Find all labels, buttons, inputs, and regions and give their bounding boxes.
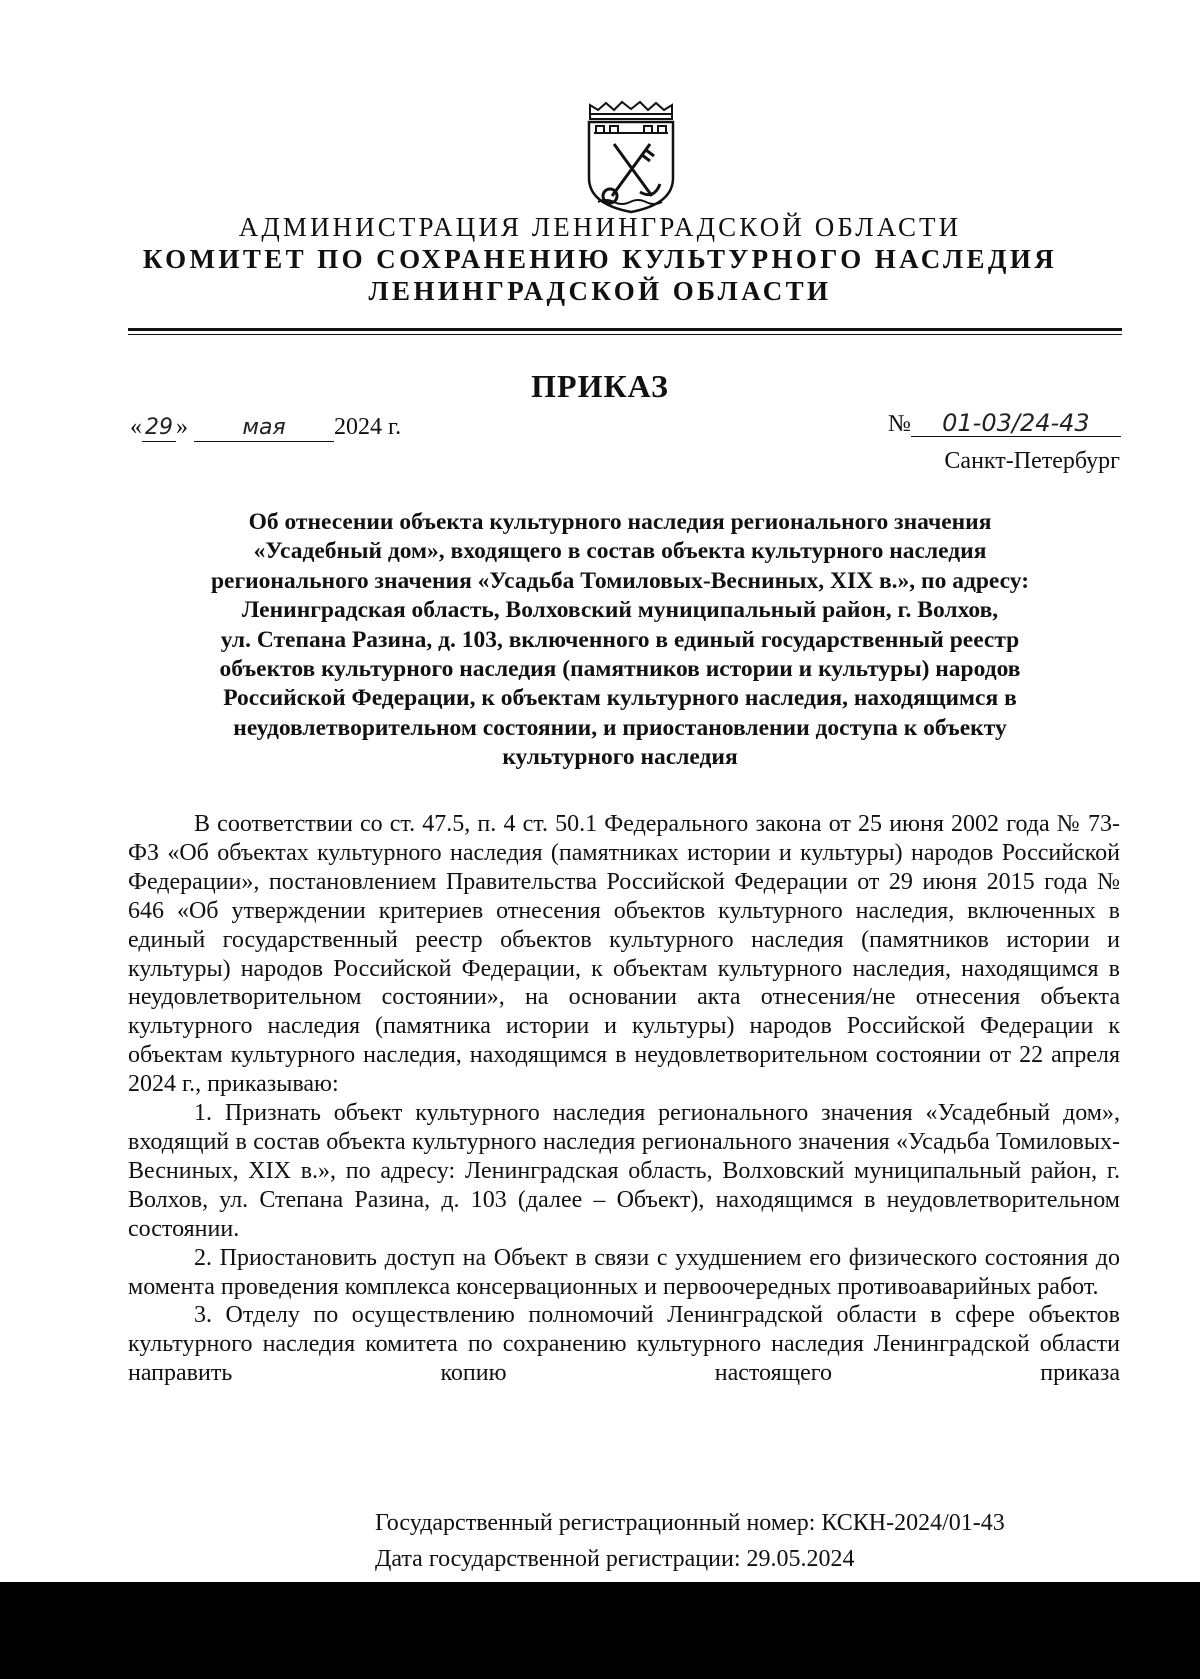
- registration-date: Дата государственной регистрации: 29.05.2024: [375, 1546, 855, 1572]
- subject-line: регионального значения «Усадьба Томиловых-Весниных, XIX в.», по адресу:: [210, 567, 1030, 594]
- header-rule-thick: [128, 328, 1122, 331]
- org-name-line3: ЛЕНИНГРАДСКОЙ ОБЛАСТИ: [368, 276, 832, 306]
- order-item-2: 2. Приостановить доступ на Объект в связи с ухудшением его физического состояния до момента проведения комплекса консервационных и первоочередных противоаварийных работ.: [128, 1244, 1120, 1300]
- body-preamble: В соответствии со ст. 47.5, п. 4 ст. 50.1 Федерального закона от 25 июня 2002 года № 73-ФЗ «Об объектах культурного наследия (памятниках истории и культуры) народов Российской Федерации», постановлением Правительства Российской Федерации от 29 июня 2015 года № 646 «Об утверждении критериев отнесения объектов культурного наследия, включенных в единый государственный реестр объектов культурного наследия (памятников истории и культуры) народов Российской Федерации, к объектам культурного наследия, находящимся в неудовлетворительном состоянии», на основании акта отнесения/не отнесения объекта культурного наследия (памятника истории и культуры) народов Российской Федерации к объектам культурного наследия, находящимся в неудовлетворительном состоянии от 22 апреля 2024 г., приказываю:: [128, 811, 1120, 1098]
- scan-border: [0, 1582, 1200, 1679]
- subject-line: неудовлетворительном состоянии, и приостановлении доступа к объекту: [233, 714, 1007, 741]
- document-date: « 29 » мая 2024 г.: [130, 414, 402, 440]
- number-value: 01-03/24-43: [911, 410, 1121, 437]
- document-city: Санкт-Петербург: [944, 448, 1120, 474]
- document-body: [128, 810, 1120, 1388]
- subject-line: Об отнесении объекта культурного наследия регионального значения: [248, 509, 992, 535]
- date-day: 29: [142, 415, 176, 442]
- subject-line: Российской Федерации, к объектам культурного наследия, находящимся в: [223, 685, 1017, 712]
- date-year: 2024 г.: [334, 414, 402, 440]
- header-rule-thin: [128, 334, 1122, 335]
- document-subject: [150, 508, 1090, 773]
- subject-line: «Усадебный дом», входящего в состав объекта культурного наследия: [253, 538, 987, 565]
- coat-of-arms-icon: [584, 100, 678, 214]
- registration-number: Государственный регистрационный номер: КСКН-2024/01-43: [375, 1510, 1005, 1536]
- document-number: [888, 410, 1121, 438]
- subject-line: Ленинградская область, Волховский муниципальный район, г. Волхов,: [241, 597, 999, 624]
- order-item-1: 1. Признать объект культурного наследия регионального значения «Усадебный дом», входящий в состав объекта культурного наследия регионального значения «Усадьба Томиловых-Весниных, XIX в.», по адресу: Ленинградская область, Волховский муниципальный район, г. Волхов, ул. Степана Разина, д. 103 (далее – Объект), находящимся в неудовлетворительном состоянии.: [128, 1100, 1120, 1242]
- date-month: мая: [194, 415, 334, 442]
- org-name-line2: КОМИТЕТ ПО СОХРАНЕНИЮ КУЛЬТУРНОГО НАСЛЕДИЯ: [142, 244, 1058, 274]
- document-type-title: ПРИКАЗ: [531, 368, 669, 404]
- order-item-3: 3. Отделу по осуществлению полномочий Ленинградской области в сфере объектов культурного наследия комитета по сохранению культурного наследия Ленинградской области направить копию настоящего приказа: [128, 1302, 1120, 1387]
- subject-line: ул. Степана Разина, д. 103, включенного в единый государственный реестр: [220, 626, 1020, 653]
- subject-line: культурного наследия: [502, 744, 738, 771]
- subject-line: объектов культурного наследия (памятников истории и культуры) народов: [219, 656, 1021, 683]
- org-name-line1: АДМИНИСТРАЦИЯ ЛЕНИНГРАДСКОЙ ОБЛАСТИ: [238, 212, 962, 242]
- number-prefix: №: [888, 411, 911, 437]
